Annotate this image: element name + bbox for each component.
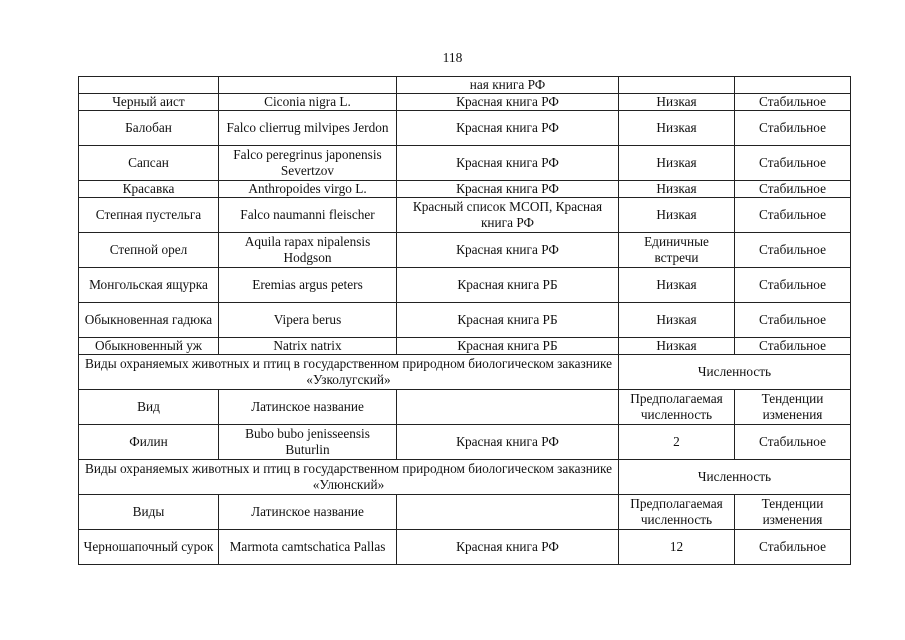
status-cell: Красная книга РФ xyxy=(397,530,619,565)
name-cell: Черный аист xyxy=(79,94,219,111)
table-row xyxy=(79,146,851,181)
table-row xyxy=(79,530,851,565)
section-header-row xyxy=(79,355,851,390)
latin-cell: Ciconia nigra L. xyxy=(219,94,397,111)
trend-cell: Стабильное xyxy=(735,198,851,233)
trend-cell: Стабильное xyxy=(735,233,851,268)
count-header-cell: Численность xyxy=(619,355,851,390)
column-header-row xyxy=(79,495,851,530)
name-cell: Обыкновенный уж xyxy=(79,338,219,355)
table-row xyxy=(79,233,851,268)
name-cell: Балобан xyxy=(79,111,219,146)
status-cell: Красная книга РБ xyxy=(397,338,619,355)
status-cell: Красная книга РФ xyxy=(397,233,619,268)
latin-cell: Eremias argus peters xyxy=(219,268,397,303)
trend-cell: Стабильное xyxy=(735,94,851,111)
trend-cell: Стабильное xyxy=(735,338,851,355)
name-cell xyxy=(79,77,219,94)
latin-cell: Falco naumanni fleischer xyxy=(219,198,397,233)
section-title-cell: Виды охраняемых животных и птиц в государственном природном биологическом заказнике «Улюнский» xyxy=(79,460,619,495)
abundance-cell: 12 xyxy=(619,530,735,565)
status-cell: Красная книга РБ xyxy=(397,303,619,338)
latin-cell xyxy=(219,77,397,94)
abundance-cell: Низкая xyxy=(619,303,735,338)
trend-cell: Стабильное xyxy=(735,303,851,338)
abundance-cell: Низкая xyxy=(619,268,735,303)
name-cell: Вид xyxy=(79,390,219,425)
trend-cell: Стабильное xyxy=(735,425,851,460)
trend-cell: Тенденции изменения xyxy=(735,390,851,425)
trend-cell: Стабильное xyxy=(735,111,851,146)
trend-cell: Тенденции изменения xyxy=(735,495,851,530)
status-cell xyxy=(397,495,619,530)
section-title-cell: Виды охраняемых животных и птиц в государственном природном биологическом заказнике «Узколугский» xyxy=(79,355,619,390)
name-cell: Степной орел xyxy=(79,233,219,268)
name-cell: Обыкновенная гадюка xyxy=(79,303,219,338)
table-row xyxy=(79,303,851,338)
table-row xyxy=(79,268,851,303)
status-cell: Красная книга РФ xyxy=(397,181,619,198)
table-row xyxy=(79,198,851,233)
abundance-cell xyxy=(619,77,735,94)
name-cell: Степная пустельга xyxy=(79,198,219,233)
name-cell: Монгольская ящурка xyxy=(79,268,219,303)
trend-cell: Стабильное xyxy=(735,530,851,565)
status-cell xyxy=(397,390,619,425)
latin-cell: Латинское название xyxy=(219,495,397,530)
latin-cell: Vipera berus xyxy=(219,303,397,338)
latin-cell: Falco clierrug milvipes Jerdon xyxy=(219,111,397,146)
abundance-cell: Предполагаемая численность xyxy=(619,390,735,425)
name-cell: Красавка xyxy=(79,181,219,198)
latin-cell: Natrix natrix xyxy=(219,338,397,355)
section-header-row xyxy=(79,460,851,495)
table-row xyxy=(79,77,851,94)
latin-cell: Aquila rapax nipalensis Hodgson xyxy=(219,233,397,268)
protected-species-table xyxy=(78,76,851,565)
status-cell: Красный список МСОП, Красная книга РФ xyxy=(397,198,619,233)
abundance-cell: Низкая xyxy=(619,94,735,111)
trend-cell: Стабильное xyxy=(735,268,851,303)
status-cell: Красная книга РФ xyxy=(397,94,619,111)
trend-cell xyxy=(735,77,851,94)
table-row xyxy=(79,94,851,111)
page-number: 118 xyxy=(442,50,463,65)
status-cell: Красная книга РФ xyxy=(397,425,619,460)
name-cell: Сапсан xyxy=(79,146,219,181)
name-cell: Черношапочный сурок xyxy=(79,530,219,565)
abundance-cell: Низкая xyxy=(619,111,735,146)
latin-cell: Falco peregrinus japonensis Severtzov xyxy=(219,146,397,181)
trend-cell: Стабильное xyxy=(735,181,851,198)
latin-cell: Marmota camtschatica Pallas xyxy=(219,530,397,565)
count-header-cell: Численность xyxy=(619,460,851,495)
table-row xyxy=(79,338,851,355)
status-cell: Красная книга РФ xyxy=(397,111,619,146)
abundance-cell: Низкая xyxy=(619,338,735,355)
latin-cell: Anthropoides virgo L. xyxy=(219,181,397,198)
abundance-cell: Низкая xyxy=(619,181,735,198)
abundance-cell: Единичные встречи xyxy=(619,233,735,268)
trend-cell: Стабильное xyxy=(735,146,851,181)
name-cell: Филин xyxy=(79,425,219,460)
status-cell: Красная книга РФ xyxy=(397,146,619,181)
latin-cell: Латинское название xyxy=(219,390,397,425)
table-row xyxy=(79,425,851,460)
column-header-row xyxy=(79,390,851,425)
abundance-cell: Предполагаемая численность xyxy=(619,495,735,530)
abundance-cell: 2 xyxy=(619,425,735,460)
abundance-cell: Низкая xyxy=(619,198,735,233)
table-row xyxy=(79,111,851,146)
name-cell: Виды xyxy=(79,495,219,530)
status-cell: Красная книга РБ xyxy=(397,268,619,303)
table-row xyxy=(79,181,851,198)
status-cell: ная книга РФ xyxy=(397,77,619,94)
latin-cell: Bubo bubo jenisseensis Buturlin xyxy=(219,425,397,460)
abundance-cell: Низкая xyxy=(619,146,735,181)
